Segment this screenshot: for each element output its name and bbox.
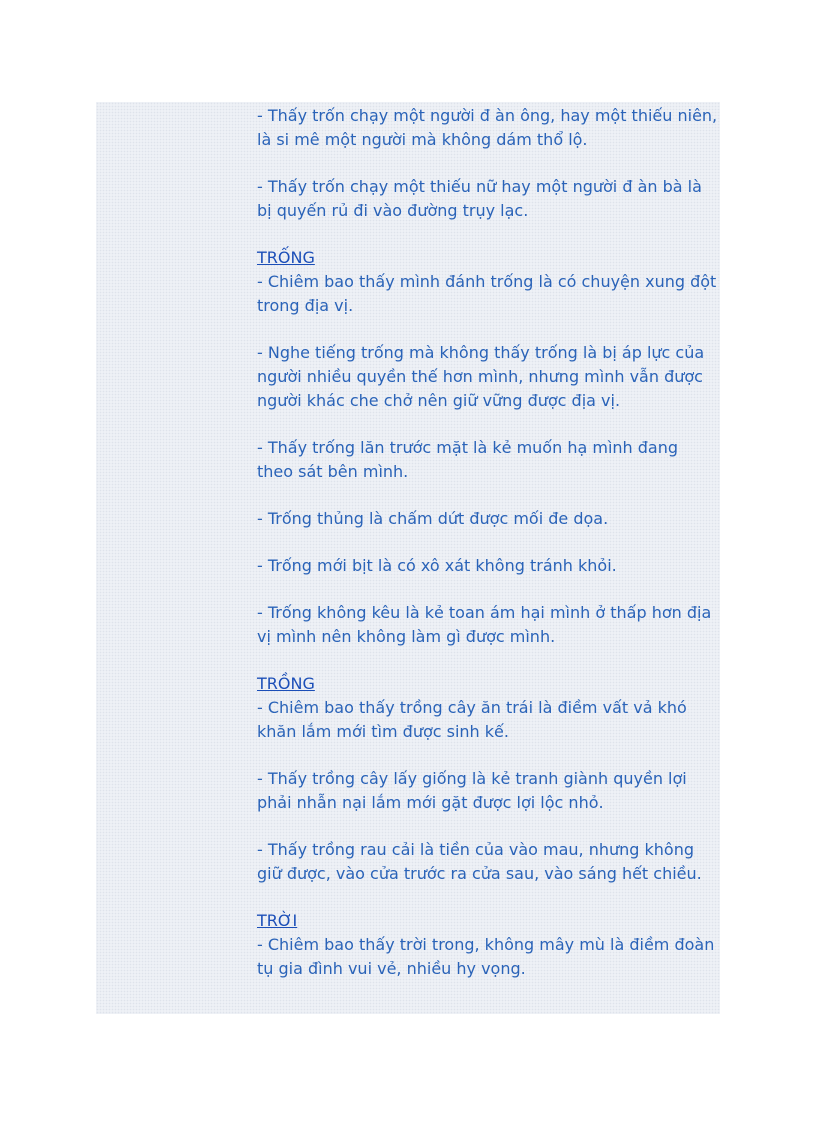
section-troi: [257, 909, 719, 981]
paragraph: - Thấy trồng rau cải là tiền của vào mau, nhưng không giữ được, vào cửa trước ra cửa sau, vào sáng hết chiều.: [257, 840, 702, 883]
section-trong-plant: [257, 672, 719, 886]
paragraph: - Thấy trống lăn trước mặt là kẻ muốn hạ mình đang theo sát bên mình.: [257, 438, 679, 481]
paragraph: - Trống không kêu là kẻ toan ám hại mình ở thấp hơn địa vị mình nên không làm gì được mình.: [257, 603, 712, 646]
heading-link-troi[interactable]: TRỜI: [257, 911, 298, 930]
paragraph: - Thấy trốn chạy một người đ àn ông, hay một thiếu niên, là si mê một người mà không dám thổ lộ.: [257, 106, 718, 149]
paragraph: - Thấy trốn chạy một thiếu nữ hay một người đ àn bà là bị quyến rủ đi vào đường trụy lạc.: [257, 177, 702, 220]
document-body: [257, 104, 719, 1004]
paragraph: - Chiêm bao thấy mình đánh trống là có chuyện xung đột trong địa vị.: [257, 272, 717, 315]
paragraph: - Chiêm bao thấy trời trong, không mây mù là điềm đoàn tụ gia đình vui vẻ, nhiều hy vọng.: [257, 935, 715, 978]
paragraph: - Trống mới bịt là có xô xát không tránh khỏi.: [257, 556, 617, 575]
heading-link-trong-drum[interactable]: TRỐNG: [257, 248, 315, 267]
section-trong-drum: [257, 246, 719, 649]
paragraph: - Trống thủng là chấm dứt được mối đe dọa.: [257, 509, 609, 528]
paragraph: - Nghe tiếng trống mà không thấy trống là bị áp lực của người nhiều quyền thế hơn mình, nhưng mình vẫn được người khác che chở nên giữ vững được địa vị.: [257, 343, 705, 410]
heading-link-trong-plant[interactable]: TRỒNG: [257, 674, 315, 693]
paragraph: - Thấy trồng cây lấy giống là kẻ tranh giành quyền lợi phải nhẫn nại lắm mới gặt được lợi lộc nhỏ.: [257, 769, 687, 812]
paragraph: - Chiêm bao thấy trồng cây ăn trái là điềm vất vả khó khăn lắm mới tìm được sinh kế.: [257, 698, 687, 741]
